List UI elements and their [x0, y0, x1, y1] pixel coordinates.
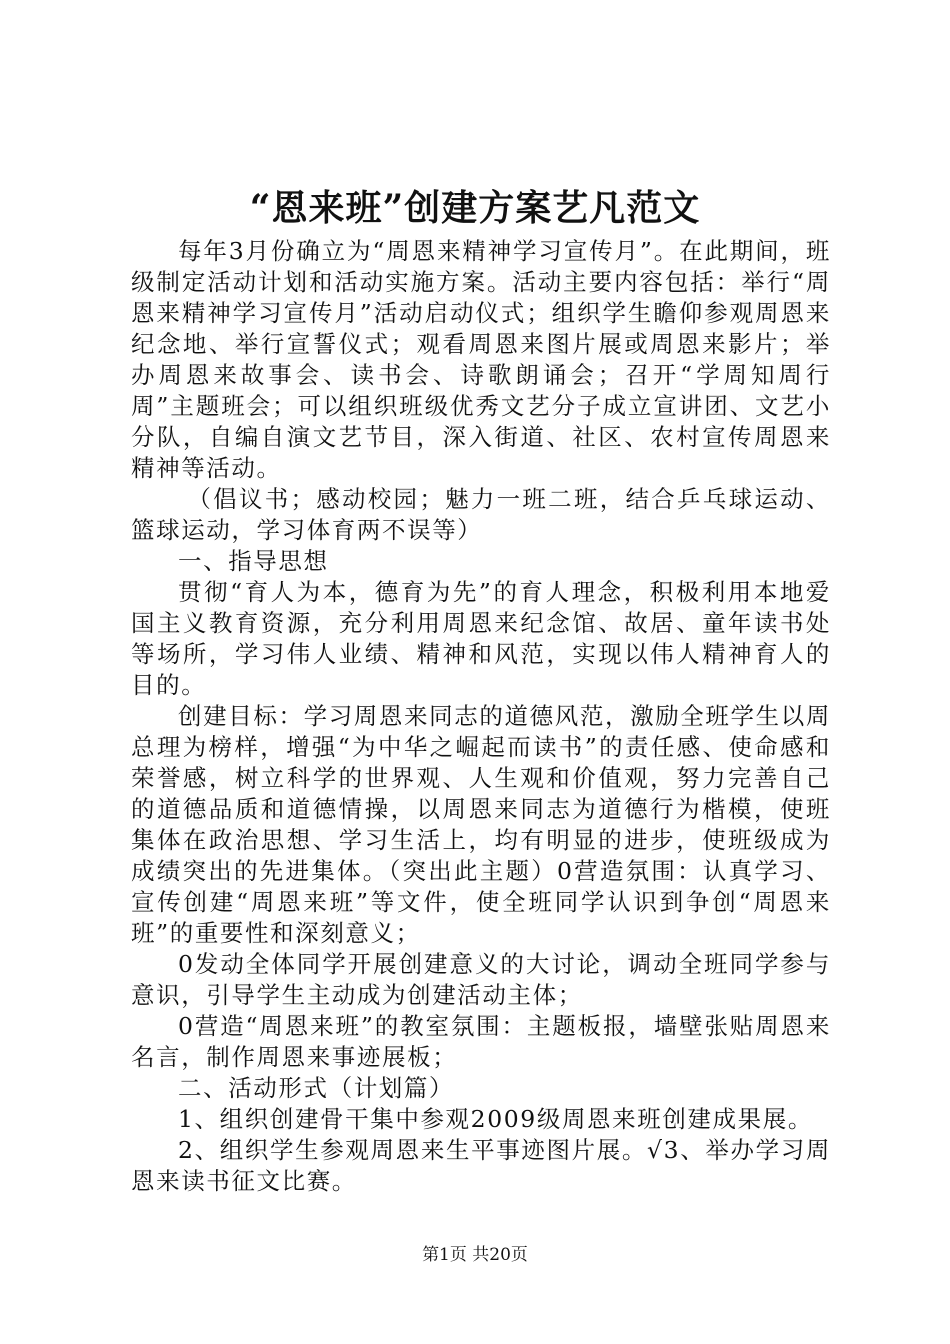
paragraph-activity-examples: （倡议书；感动校园；魅力一班二班，结合乒乓球运动、篮球运动，学习体育两不误等）: [131, 485, 831, 544]
paragraph-guiding-ideology: 贯彻“育人为本，德育为先”的育人理念，积极利用本地爱国主义教育资源，充分利用周恩来纪念馆、故居、童年读书处等场所，学习伟人业绩、精神和风范，实现以伟人精神育人的目的。: [131, 578, 831, 699]
paragraph-creation-goal: 创建目标：学习周恩来同志的道德风范，激励全班学生以周总理为榜样，增强“为中华之崛起而读书”的责任感、使命感和荣誉感，树立科学的世界观、人生观和价值观，努力完善自己的道德品质和道德情操，以周恩来同志为道德行为楷模，使班集体在政治思想、学习生活上，均有明显的进步，使班级成为成绩突出的先进集体。（突出此主题）0营造氛围：认真学习、宣传创建“周恩来班”等文件，使全班同学认识到争创“周恩来班”的重要性和深刻意义；: [131, 702, 831, 947]
paragraph-activity-month: 每年3月份确立为“周恩来精神学习宣传月”。在此期间，班级制定活动计划和活动实施方案。活动主要内容包括：举行“周恩来精神学习宣传月”活动启动仪式；组织学生瞻仰参观周恩来纪念地、举行宣誓仪式；观看周恩来图片展或周恩来影片；举办周恩来故事会、读书会、诗歌朗诵会；召开“学周知周行周”主题班会；可以组织班级优秀文艺分子成立宣讲团、文艺小分队，自编自演文艺节目，深入街道、社区、农村宣传周恩来精神等活动。: [131, 237, 831, 482]
paragraph-discussion: 0发动全体同学开展创建意义的大讨论，调动全班同学参与意识，引导学生主动成为创建活动主体；: [131, 950, 831, 1009]
list-item-1: 1、组织创建骨干集中参观2009级周恩来班创建成果展。: [178, 1105, 813, 1133]
document-body: [131, 236, 831, 1197]
heading-activity-forms: 二、活动形式（计划篇）: [178, 1074, 455, 1102]
paragraph-classroom-atmosphere: 0营造“周恩来班”的教室氛围：主题板报，墙壁张贴周恩来名言，制作周恩来事迹展板；: [131, 1012, 831, 1071]
heading-guiding-ideology: 一、指导思想: [178, 547, 329, 575]
document-title: “恩来班”创建方案艺凡范文: [249, 187, 701, 229]
list-item-2-3: 2、组织学生参观周恩来生平事迹图片展。√3、举办学习周恩来读书征文比赛。: [131, 1136, 831, 1195]
page-number-footer: 第1页 共20页: [422, 1245, 528, 1265]
